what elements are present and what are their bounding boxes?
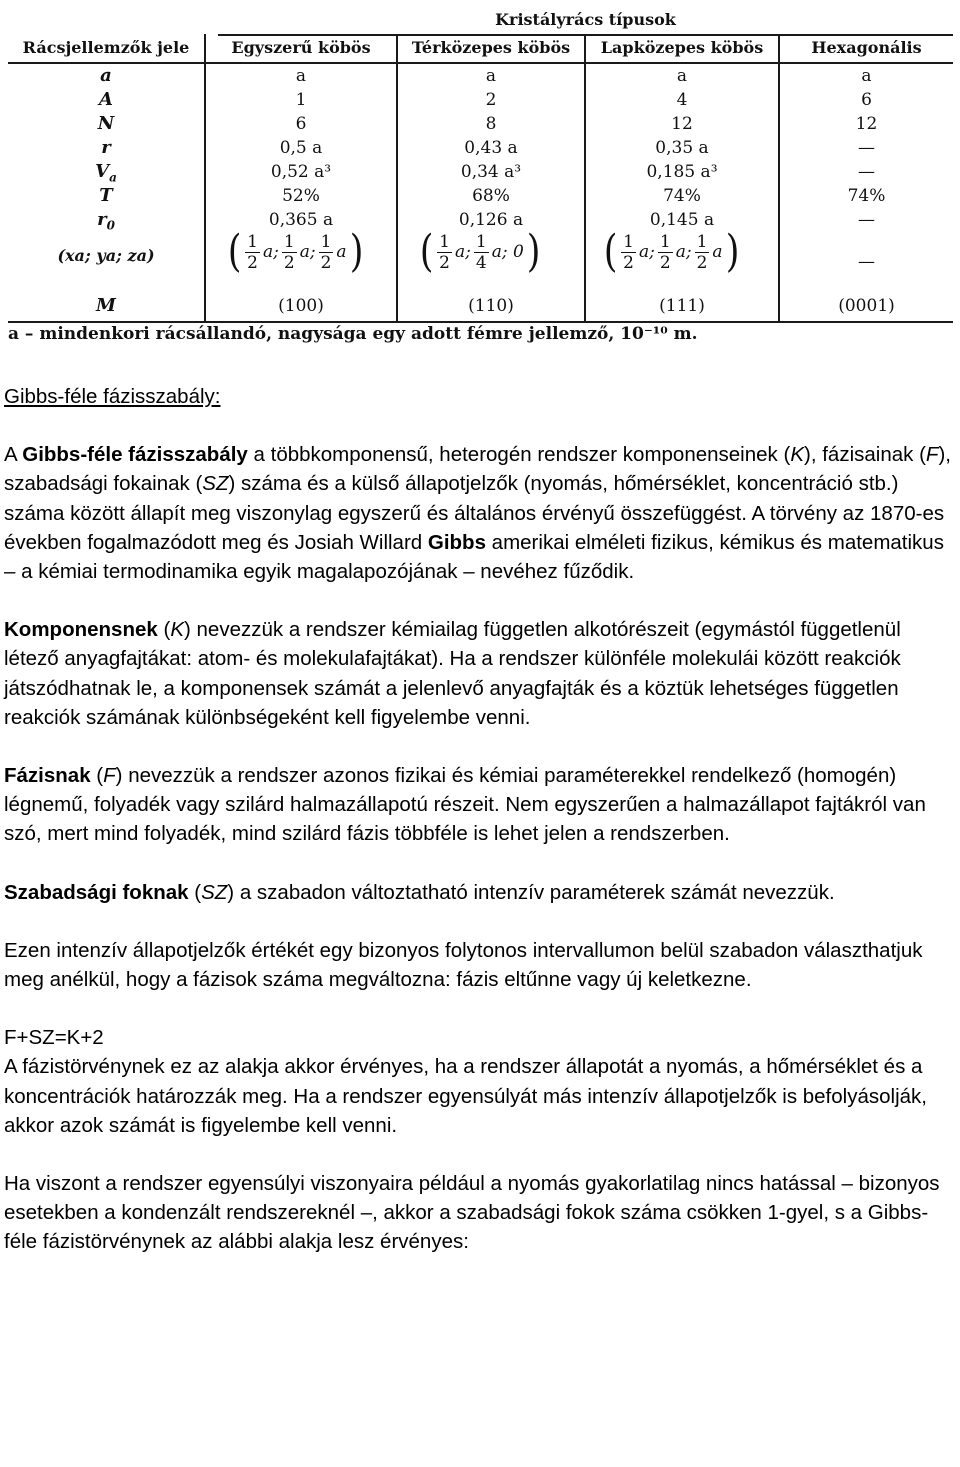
table-cell: 12 [671,114,693,134]
term-component: Komponensnek [4,618,158,642]
text-run: ), fázisainak ( [804,443,926,467]
crystal-lattice-table [8,8,953,326]
row-symbol: A [99,89,113,110]
miller-fcc: (111) [659,296,705,316]
text-run: ) száma és a külső állapotjelzők (nyomás, hőmérséklet, koncentráció stb.) száma között állapít meg viszonylag egyszerű és általános érvényű összefüggést. A törvény az 1870-es években fogalmazódott meg és Josiah Willard [4,472,945,554]
paragraph-gibbs-rule [4,440,959,586]
term-gibbs-rule: Gibbs-féle fázisszabály [22,443,248,467]
table-cell: 8 [485,114,497,134]
table-group-header: Kristályrács típusok [495,10,676,29]
text-run: ), szabadsági fokainak ( [4,443,951,496]
symbol-F: F [103,764,116,788]
miller-bcc: (110) [468,296,514,316]
text-run: ( [90,764,104,788]
table-cell: 74% [663,186,701,206]
frac-den: 4 [475,252,487,273]
frac-num: 1 [475,231,487,252]
coord-var: a; [675,242,692,262]
text-run: A [4,443,23,467]
header-hexagonal: Hexagonális [811,38,922,57]
frac-den: 2 [439,252,450,273]
table-cell: 0,52 a³ [270,162,332,182]
symbol-K: K [170,618,184,642]
coords-bcc: ( $\frac{1}{2}$ a; $\frac{1}{4}$ a; 0 ) [419,226,541,277]
frac-num: 1 [247,231,258,252]
symbol-K: K [790,443,804,467]
document-body [4,382,959,1257]
paragraph-phases [4,761,959,849]
table-cell: a [485,66,497,86]
text-run: ( [188,880,202,904]
table-cell: 68% [472,186,510,206]
paragraph-intensive-params: Ezen intenzív állapotjelzők értékét egy bizonyos folytonos intervallumon belül szabadon választhatjuk meg anélkül, hogy a fázisok száma megváltozna: fázis eltűnne vagy új keletkezne. [4,938,923,992]
term-phase: Fázisnak [4,764,91,788]
section-heading: Gibbs-féle fázisszabály: [4,385,221,408]
coords-simple-cubic: ( $\frac{1}{2}$ a; $\frac{1}{2}$ a; $\frac{1}{2}$ a ) [227,226,364,277]
coord-var: a; [455,242,471,262]
frac-num: 1 [320,231,332,252]
frac-num: 1 [696,231,708,252]
table-cell: 0,185 a³ [646,162,718,182]
row-symbol: T [99,185,113,206]
text-run: a többkomponensű, heterogén rendszer komponenseinek ( [247,443,791,467]
paragraph-condensed-systems: Ha viszont a rendszer egyensúlyi viszonyaira például a nyomás gyakorlatilag nincs hatással – bizonyos esetekben a kondenzált rendszereknél –, akkor a szabadsági fokok száma csökken 1-gyel, s a Gibbs-féle fázistörvénynek az alábbi alakja lesz érvényes: [4,1172,940,1254]
symbol-subscript: a [109,170,117,185]
frac-num: 1 [659,231,671,252]
table-cell: a [295,66,307,86]
frac-den: 2 [320,252,332,273]
frac-num: 1 [283,231,295,252]
row-symbol-coords: (xa; ya; za) [57,246,155,265]
row-symbol: $V_a$ [95,161,117,185]
frac-den: 2 [623,252,634,273]
coord-var: a [336,242,347,262]
frac-num: 1 [439,231,450,252]
coords-hexagonal: — [858,252,875,272]
paragraph-components [4,615,959,732]
table-rule-bottom [8,321,953,323]
coord-var: a [712,242,723,262]
symbol-F: F [925,443,939,467]
miller-simple-cubic: (100) [278,296,324,316]
frac-num: 1 [623,231,634,252]
row-symbol-M: M [96,295,116,316]
table-cell: 0,126 a [458,210,524,230]
table-cell: 74% [847,186,886,206]
miller-hexagonal: (0001) [838,296,895,316]
text-run: ) a szabadon változtatható intenzív paraméterek számát nevezzük. [227,880,835,904]
table-cell: 0,365 a [268,210,334,230]
coord-tail: a; 0 [491,242,524,262]
symbol-SZ: SZ [202,472,229,496]
term-gibbs: Gibbs [427,530,486,554]
row-symbol: a [100,65,112,86]
header-bcc: Térközepes köbös [411,38,571,57]
header-lattice-property: Rácsjellemzők jele [22,38,190,57]
text-run: amerikai elméleti fizikus, kémikus és matematikus – a kémiai termodinamika egyik magalapozójának – nevéhez fűződik. [4,530,944,584]
table-cell: — [858,162,875,182]
table-cell: 52% [282,186,320,206]
table-cell: a [676,66,688,86]
table-cell: 2 [485,90,497,110]
coord-var: a; [263,242,279,262]
header-fcc: Lapközepes köbös [600,38,764,57]
table-cell: 6 [295,114,307,134]
table-cell: 0,145 a [649,210,715,230]
table-cell: a [861,66,872,86]
paragraph-formula-validity: A fázistörvénynek ez az alakja akkor érvényes, ha a rendszer állapotát a nyomás, a hőmérséklet és a koncentrációk határozzák meg. Ha a rendszer egyensúlyát más intenzív állapotjelzők is befolyásolják, akkor azok számát is figyelembe kell venni. [4,1055,927,1137]
table-cell: 0,5 a [279,138,323,158]
row-symbol: N [97,113,115,134]
table-cell: 0,34 a³ [460,162,522,182]
coord-var: a; [299,242,316,262]
table-cell: 6 [861,90,872,110]
header-simple-cubic: Egyszerű köbös [231,38,371,57]
symbol-subscript: 0 [106,218,115,233]
frac-den: 2 [659,252,671,273]
phase-rule-formula: F+SZ=K+2 [4,1026,104,1050]
frac-den: 2 [283,252,295,273]
frac-den: 2 [696,252,708,273]
table-cell: — [858,210,875,230]
coords-fcc: ( $\frac{1}{2}$ a; $\frac{1}{2}$ a; $\frac{1}{2}$ a ) [603,226,740,277]
text-run: ) nevezzük a rendszer kémiailag független alkotórészeit (egymástól függetlenül létező anyagfajtákat: atom- és molekulafajtákat). Ha a rendszer különféle molekulái között reakciók játszódhatnak le, a komponensek számát a jelenlevő anyagfajták és a köztük lehetséges független reakciók számának különbségeként kell figyelembe venni. [4,618,901,729]
frac-den: 2 [247,252,258,273]
table-cell: 1 [295,90,307,110]
term-degree-of-freedom: Szabadsági foknak [4,880,189,904]
table-cell: 12 [855,114,878,134]
coord-var: a; [639,242,655,262]
text-run: ( [157,618,171,642]
text-run: ) nevezzük a rendszer azonos fizikai és kémiai paraméterekkel rendelkező (homogén) légnemű, folyadék vagy szilárd halmazállapotú részeit. Nem egyszerűen a halmazállapot fajtákról van szó, mert mind folyadék, mind szilárd fázis többféle is lehet jelen a rendszerben. [4,764,926,846]
table-footnote: a – mindenkori rácsállandó, nagysága egy adott fémre jellemző, 10⁻¹⁰ m. [8,324,698,344]
row-symbol: $r_0$ [97,209,115,233]
symbol-SZ: SZ [201,880,228,904]
table-cell: 0,43 a [464,138,518,158]
paragraph-degrees-of-freedom [4,878,959,907]
table-rule-header [8,62,953,64]
table-cell: 0,35 a [655,138,709,158]
table-cell: — [858,138,875,158]
table-cell: 4 [676,90,688,110]
row-symbol: r [101,137,111,158]
